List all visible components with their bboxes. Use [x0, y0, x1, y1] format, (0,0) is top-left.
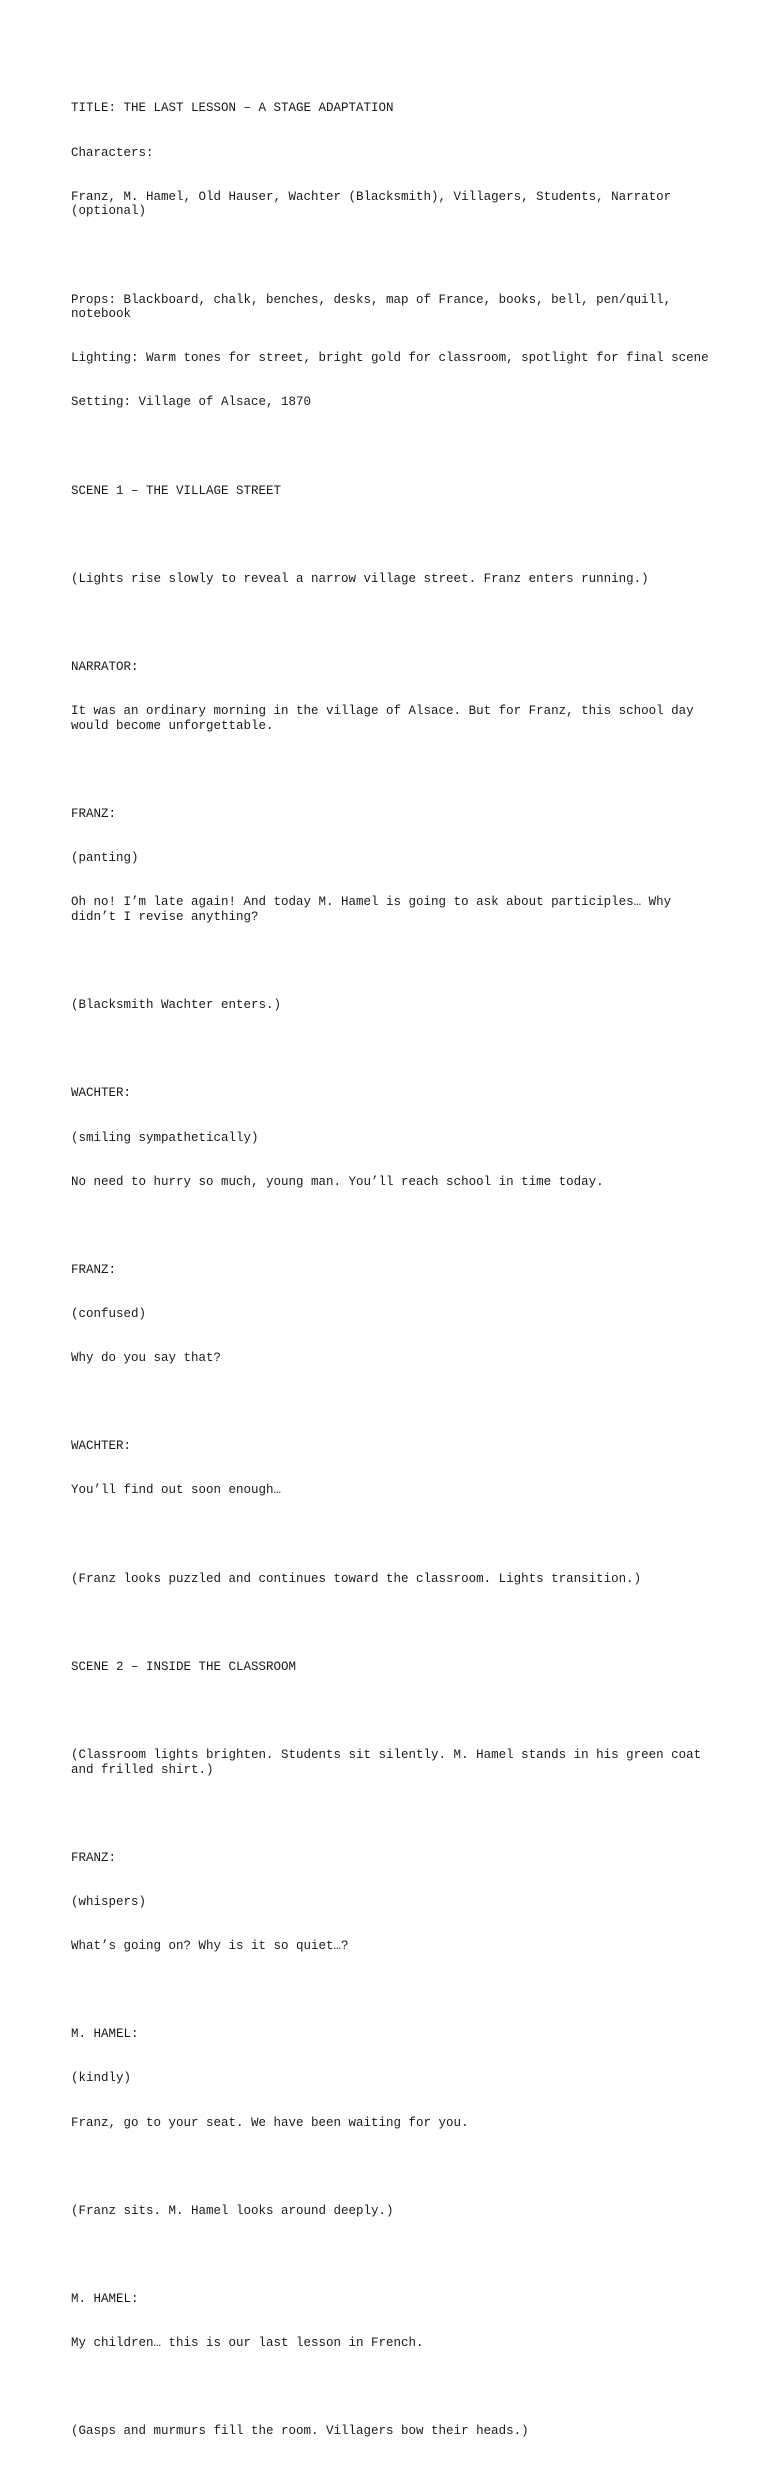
character-name: WACHTER: [71, 1086, 132, 1101]
dialogue-line: It was an ordinary morning in the village of Alsace. But for Franz, this school day would become unforgettable. [71, 704, 702, 733]
dialogue-line: What’s going on? Why is it so quiet…? [71, 1939, 349, 1954]
blank-line [71, 2380, 711, 2395]
stage-direction: (Lights rise slowly to reveal a narrow village street. Franz enters running.) [71, 571, 649, 586]
dialogue-line: Oh no! I’m late again! And today M. Hamel is going to ask about participles… Why didn’t I revise anything? [71, 895, 679, 924]
character-name: M. HAMEL: [71, 2027, 139, 2042]
character-name: NARRATOR: [71, 660, 139, 675]
parenthetical: (confused) [71, 1306, 147, 1321]
blank-line [71, 248, 711, 263]
blank-line [71, 1527, 711, 1542]
blank-line [71, 1395, 711, 1410]
character-name: FRANZ: [71, 1262, 117, 1277]
screenplay-text [71, 72, 711, 2468]
props-line: Props: Blackboard, chalk, benches, desks, map of France, books, bell, pen/quill, notebook [71, 292, 679, 322]
stage-direction: (Blacksmith Wachter enters.) [71, 998, 282, 1013]
title-line: TITLE: THE LAST LESSON – A STAGE ADAPTATION [71, 101, 394, 116]
parenthetical: (panting) [71, 851, 139, 866]
scene-heading: SCENE 2 – INSIDE THE CLASSROOM [71, 1659, 297, 1674]
parenthetical: (whispers) [71, 1894, 147, 1909]
dialogue-line: You’ll find out soon enough… [71, 1483, 282, 1498]
character-name: M. HAMEL: [71, 2291, 139, 2306]
blank-line [71, 2248, 711, 2263]
blank-line [71, 1042, 711, 1057]
lighting-line: Lighting: Warm tones for street, bright gold for classroom, spotlight for final scene [71, 351, 709, 366]
dialogue-line: Franz, go to your seat. We have been waiting for you. [71, 2115, 469, 2130]
dialogue-line: Why do you say that? [71, 1351, 222, 1366]
character-name: FRANZ: [71, 1850, 117, 1865]
blank-line [71, 954, 711, 969]
stage-direction: (Classroom lights brighten. Students sit silently. M. Hamel stands in his green coat and frilled shirt.) [71, 1747, 709, 1777]
setting-line: Setting: Village of Alsace, 1870 [71, 395, 312, 410]
scene-heading: SCENE 1 – THE VILLAGE STREET [71, 483, 282, 498]
blank-line [71, 1616, 711, 1631]
stage-direction: (Gasps and murmurs fill the room. Villagers bow their heads.) [71, 2424, 529, 2439]
blank-line [71, 1219, 711, 1234]
blank-line [71, 1704, 711, 1719]
blank-line [71, 2160, 711, 2175]
blank-line [71, 1807, 711, 1822]
parenthetical: (smiling sympathetically) [71, 1130, 259, 1145]
characters-list: Franz, M. Hamel, Old Hauser, Wachter (Blacksmith), Villagers, Students, Narrator (optional) [71, 189, 679, 219]
characters-heading: Characters: [71, 145, 154, 160]
character-name: FRANZ: [71, 807, 117, 822]
blank-line [71, 528, 711, 543]
character-name: WACHTER: [71, 1439, 132, 1454]
stage-direction: (Franz sits. M. Hamel looks around deeply.) [71, 2203, 394, 2218]
blank-line [71, 440, 711, 455]
dialogue-line: No need to hurry so much, young man. You’ll reach school in time today. [71, 1174, 604, 1189]
blank-line [71, 1983, 711, 1998]
blank-line [71, 616, 711, 631]
blank-line [71, 763, 711, 778]
stage-direction: (Franz looks puzzled and continues toward the classroom. Lights transition.) [71, 1571, 642, 1586]
dialogue-line: My children… this is our last lesson in French. [71, 2336, 424, 2351]
parenthetical: (kindly) [71, 2071, 132, 2086]
